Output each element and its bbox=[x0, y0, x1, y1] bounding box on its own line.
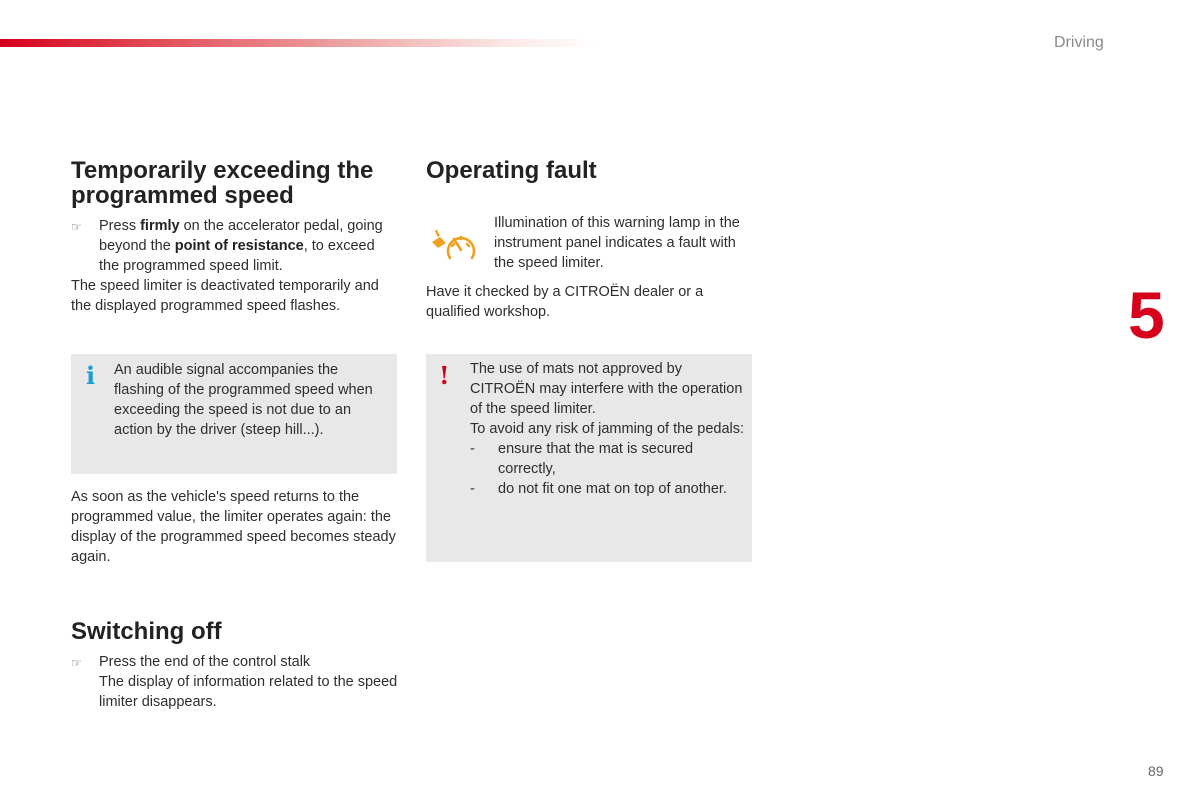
warning-item bbox=[470, 479, 746, 499]
bullet-text: Press bbox=[99, 218, 141, 234]
warning-content bbox=[470, 359, 746, 499]
warning-text-2: To avoid any risk of jamming of the pedals: bbox=[470, 421, 745, 437]
exceeding-title-line1: Temporarily exceeding the bbox=[71, 157, 374, 184]
warning-item bbox=[470, 439, 746, 479]
switching-off-section bbox=[71, 619, 401, 712]
lamp-description: Illumination of this warning lamp in the instrument panel indicates a fault with the speed limiter. bbox=[494, 215, 740, 271]
warning-box bbox=[426, 354, 752, 562]
speed-limiter-fault-lamp-icon bbox=[428, 224, 478, 264]
warning-item-text: do not fit one mat on top of another. bbox=[498, 481, 727, 497]
warning-item-text: ensure that the mat is secured correctly, bbox=[498, 441, 694, 477]
operating-fault-section bbox=[426, 158, 756, 183]
bullet-text: , to exceed the programmed speed limit. bbox=[99, 238, 375, 274]
pointing-hand-icon: ☞ bbox=[71, 220, 82, 234]
dash-marker: - bbox=[470, 481, 475, 497]
bullet-text: Press the end of the control stalk bbox=[99, 654, 311, 670]
exceeding-section bbox=[71, 158, 401, 316]
chapter-number: 5 bbox=[1128, 278, 1165, 352]
exceeding-title bbox=[71, 158, 401, 208]
info-text: An audible signal accompanies the flashing of the programmed speed when exceeding the speed is not due to an action by the driver (steep hill...). bbox=[114, 362, 373, 438]
page-number: 89 bbox=[1148, 763, 1164, 779]
bullet-continuation: The display of information related to the speed limiter disappears. bbox=[99, 674, 398, 710]
section-label: Driving bbox=[1054, 34, 1104, 51]
exceeding-title-line2: programmed speed bbox=[71, 182, 294, 209]
operating-fault-title: Operating fault bbox=[426, 157, 597, 184]
bullet-bold-firmly: firmly bbox=[140, 218, 180, 234]
switching-off-bullet bbox=[71, 652, 399, 712]
dash-marker: - bbox=[470, 441, 475, 457]
info-box bbox=[71, 354, 397, 474]
pointing-hand-icon: ☞ bbox=[71, 656, 82, 670]
exceeding-bullet bbox=[71, 216, 389, 276]
exclamation-icon: ! bbox=[439, 361, 450, 390]
bullet-text: on the accelerator pedal, going beyond the bbox=[99, 218, 383, 254]
bullet-bold-resistance: point of resistance bbox=[174, 238, 304, 254]
exceeding-paragraph: The speed limiter is deactivated temporarily and the displayed programmed speed flashes. bbox=[71, 278, 379, 314]
switching-off-title: Switching off bbox=[71, 618, 222, 645]
after-paragraph: As soon as the vehicle's speed returns to the programmed value, the limiter operates again: the display of the programmed speed becomes steady again. bbox=[71, 489, 396, 565]
fault-paragraph: Have it checked by a CITROËN dealer or a qualified workshop. bbox=[426, 284, 704, 320]
info-icon: i bbox=[86, 361, 96, 390]
header-color-bar bbox=[0, 39, 600, 47]
warning-text: The use of mats not approved by CITROËN may interfere with the operation of the speed limiter. bbox=[470, 361, 743, 417]
